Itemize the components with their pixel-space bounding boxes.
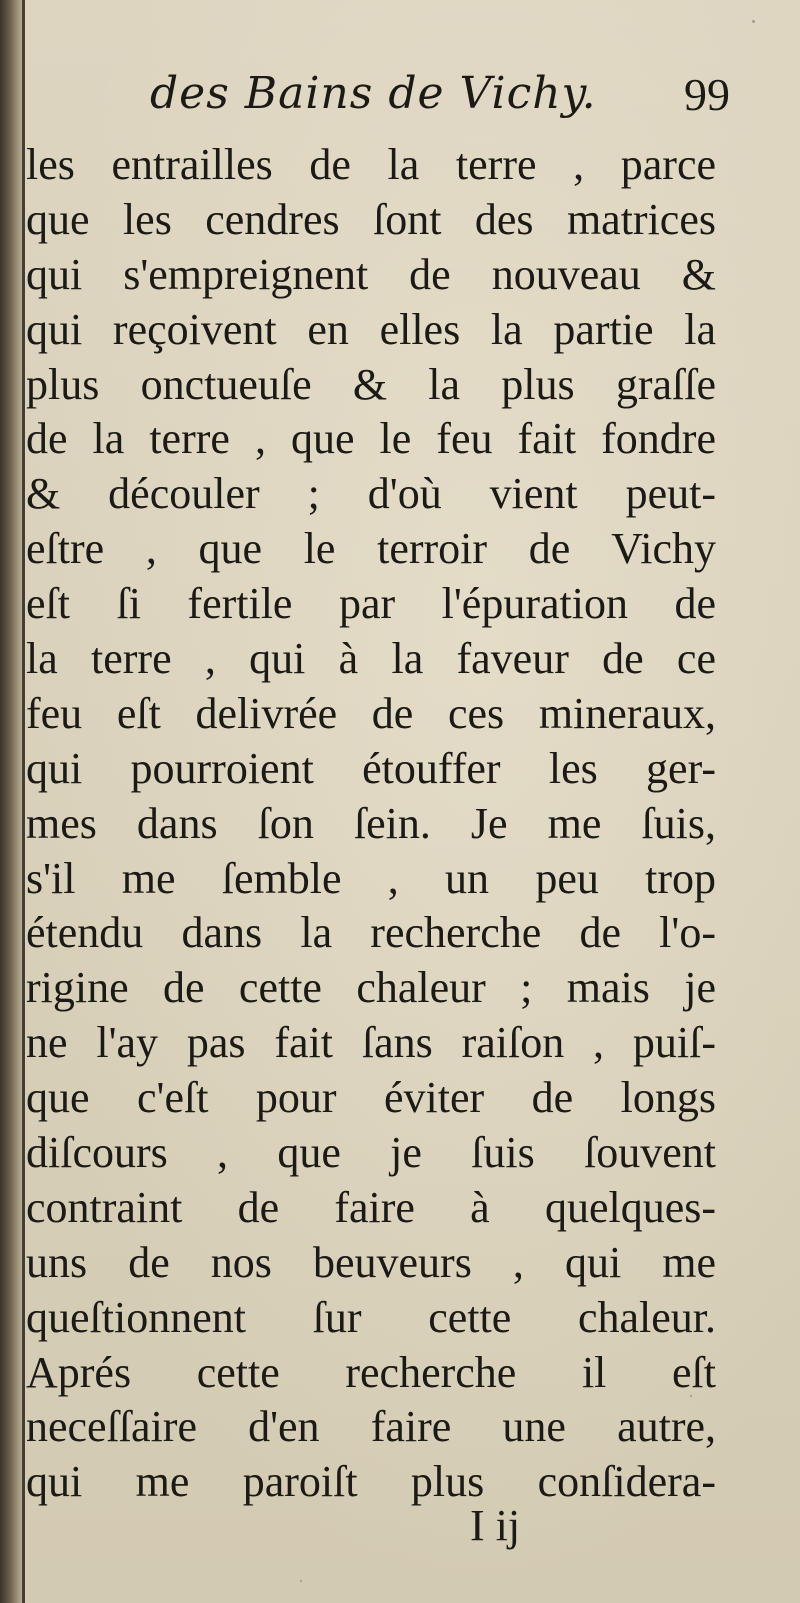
- text-line: étendu dans la recherche de l'o-: [26, 908, 716, 958]
- paper-speck: [752, 20, 755, 23]
- text-line: ne l'ay pas fait ſans raiſon , puiſ-: [26, 1018, 716, 1068]
- signature-mark: I ij: [470, 1501, 521, 1550]
- text-line: diſcours , que je ſuis ſouvent: [26, 1128, 716, 1178]
- text-line: rigine de cette chaleur ; mais je: [26, 963, 716, 1013]
- text-line: mes dans ſon ſein. Je me ſuis,: [26, 798, 716, 848]
- text-line: queſtionnent ſur cette chaleur.: [26, 1292, 716, 1342]
- text-line: qui s'empreignent de nouveau &: [26, 249, 716, 299]
- text-line: qui reçoivent en elles la partie la: [26, 304, 716, 354]
- text-line: de la terre , que le feu fait fondre: [26, 414, 716, 464]
- text-line: s'il me ſemble , un peu trop: [26, 853, 716, 903]
- text-line: feu eſt delivrée de ces mineraux,: [26, 688, 716, 738]
- text-line: Aprés cette recherche il eſt: [26, 1347, 716, 1397]
- page-number: 99: [684, 69, 730, 120]
- text-line: qui pourroient étouffer les ger-: [26, 743, 716, 793]
- running-head: [150, 60, 730, 130]
- paper-speck: [690, 1395, 692, 1397]
- text-line: les entrailles de la terre , parce: [26, 140, 716, 189]
- running-head-title: des Bains de Vichy.: [150, 68, 597, 119]
- text-line: uns de nos beuveurs , qui me: [26, 1237, 716, 1287]
- text-line: & découler ; d'où vient peut-: [26, 469, 716, 519]
- binding-edge: [0, 0, 22, 1603]
- body-text: [26, 138, 716, 1510]
- text-line: plus onctueuſe & la plus graſſe: [26, 359, 716, 409]
- paper-speck: [300, 1580, 302, 1582]
- text-line: contraint de faire à quelques-: [26, 1182, 716, 1232]
- text-line: que les cendres ſont des matrices: [26, 194, 716, 244]
- text-line: neceſſaire d'en faire une autre,: [26, 1402, 716, 1452]
- text-line: que c'eſt pour éviter de longs: [26, 1073, 716, 1123]
- binding-gutter-line: [22, 0, 25, 1603]
- text-line: eſt ſi fertile par l'épuration de: [26, 579, 716, 629]
- text-line: la terre , qui à la faveur de ce: [26, 634, 716, 684]
- text-line: qui me paroiſt plus conſidera-: [26, 1457, 716, 1507]
- text-line: eſtre , que le terroir de Vichy: [26, 524, 716, 574]
